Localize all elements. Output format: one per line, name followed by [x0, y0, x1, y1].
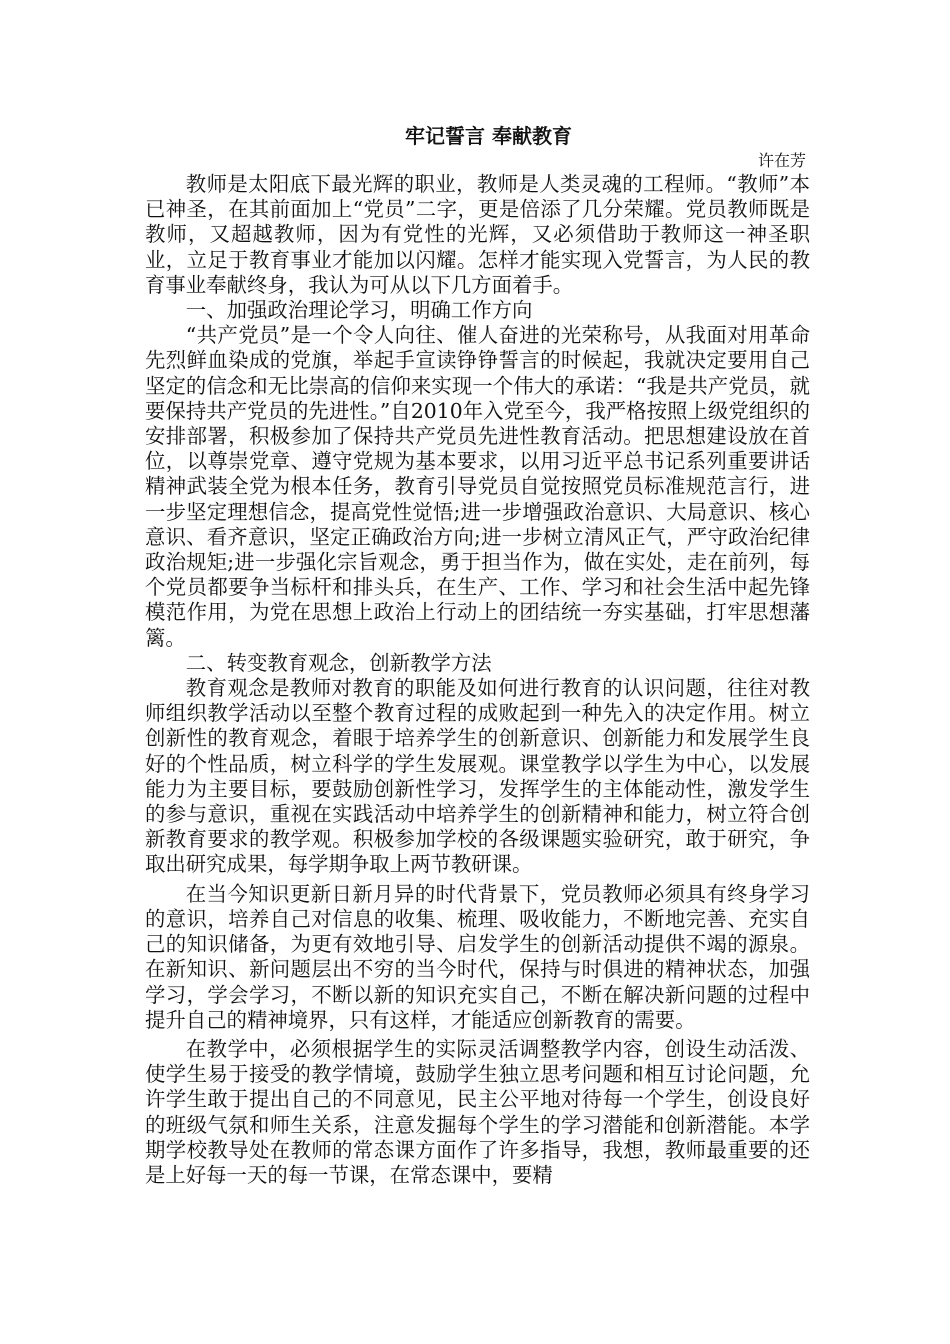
document-page — [145, 122, 810, 1188]
section-heading-1: 一、加强政治理论学习，明确工作方向 — [185, 298, 533, 323]
document-author: 许在芳 — [757, 151, 806, 170]
paragraph-section-1: “共产党员”是一个令人向往、催人奋进的光荣称号，从我面对用革命先烈鲜血染成的党旗，举起手宣读铮铮誓言的时候起，我就决定要用自己坚定的信念和无比崇高的信仰来实现一个伟大的承诺：“我是共产党员，就要保持共产党员的先进性。”自2010年入党至今，我严格按照上级党组织的安排部署，积极参加了保持共产党员先进性教育活动。把思想建设放在首位，以尊崇党章、遵守党规为基本要求，以用习近平总书记系列重要讲话精神武装全党为根本任务，教育引导党员自觉按照党员标准规范言行，进一步坚定理想信念，提高党性觉悟;进一步增强政治意识、大局意识、核心意识、看齐意识，坚定正确政治方向;进一步树立清风正气，严守政治纪律政治规矩;进一步强化宗旨观念，勇于担当作为，做在实处，走在前列，每个党员都要争当标杆和排头兵，在生产、工作、学习和社会生活中起先锋模范作用，为党在思想上政治上行动上的团结统一夯实基础，打牢思想藩篱。 — [145, 323, 810, 650]
document-title: 牢记誓言 奉献教育 — [405, 124, 572, 148]
paragraph-section-2b: 在当今知识更新日新月异的时代背景下，党员教师必须具有终身学习的意识，培养自己对信息的收集、梳理、吸收能力，不断地完善、充实自己的知识储备，为更有效地引导、启发学生的创新活动提供不竭的源泉。在新知识、新问题层出不穷的当今时代，保持与时俱进的精神状态，加强学习，学会学习，不断以新的知识充实自己，不断在解决新问题的过程中提升自己的精神境界，只有这样，才能适应创新教育的需要。 — [145, 881, 810, 1032]
paragraph-section-2c: 在教学中，必须根据学生的实际灵活调整教学内容，创设生动活泼、使学生易于接受的教学情境，鼓励学生独立思考问题和相互讨论问题，允许学生敢于提出自己的不同意见，民主公平地对待每一个学生，创设良好的班级气氛和师生关系，注意发掘每个学生的学习潜能和创新潜能。本学期学校教导处在教师的常态课方面作了许多指导，我想，教师最重要的还是上好每一天的每一节课，在常态课中，要精 — [145, 1036, 810, 1187]
paragraph-section-2a: 教育观念是教师对教育的职能及如何进行教育的认识问题，往往对教师组织教学活动以至整个教育过程的成败起到一种先入的决定作用。树立创新性的教育观念，着眼于培养学生的创新意识、创新能力和发展学生良好的个性品质，树立科学的学生发展观。课堂教学以学生为中心，以发展能力为主要目标，要鼓励创新性学习，发挥学生的主体能动性，激发学生的参与意识，重视在实践活动中培养学生的创新精神和能力，树立符合创新教育要求的教学观。积极参加学校的各级课题实验研究，敢于研究，争取出研究成果，每学期争取上两节教研课。 — [145, 676, 810, 877]
paragraph-intro: 教师是太阳底下最光辉的职业，教师是人类灵魂的工程师。“教师”本已神圣，在其前面加上“党员”二字，更是倍添了几分荣耀。党员教师既是教师，又超越教师，因为有党性的光辉，又必须借助于教师这一神圣职业，立足于教育事业才能加以闪耀。怎样才能实现入党誓言，为人民的教育事业奉献终身，我认为可从以下几方面着手。 — [145, 172, 810, 297]
section-heading-2: 二、转变教育观念，创新教学方法 — [185, 650, 492, 675]
